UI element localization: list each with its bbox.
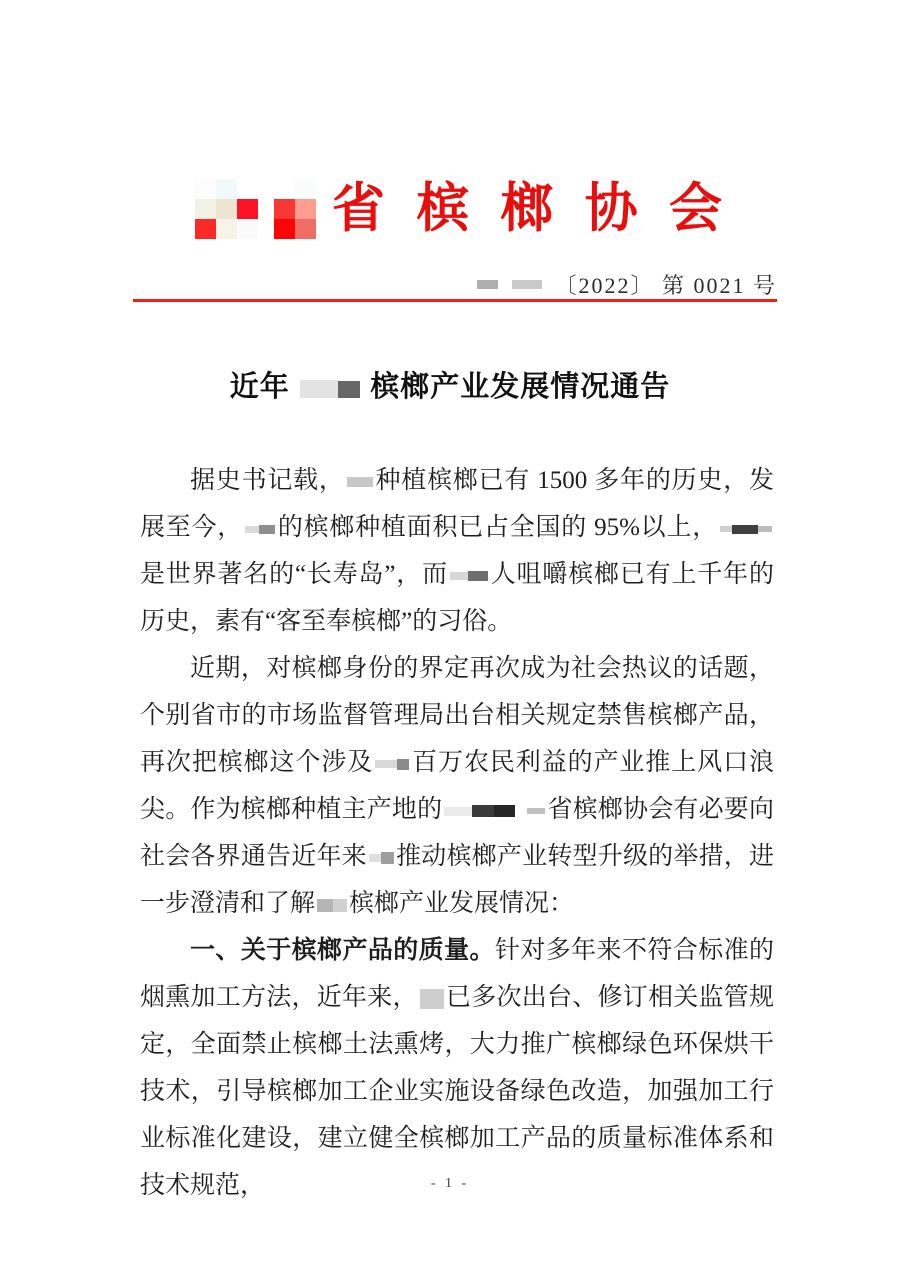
paragraph-text: 省槟榔协会有必要向社会各界通告近年来: [140, 796, 774, 870]
paragraph-text: 针对多年来不符合标准的烟熏加工方法，近年来，: [140, 937, 774, 1011]
paragraph-text: 近期，对槟榔身份的界定再次成为社会热议的话题，个别省市的市场监督管理局出台相关规定禁售槟榔产品，再次把槟榔这个涉及: [140, 655, 774, 776]
mosaic-cell: [274, 219, 295, 239]
inline-redaction: [245, 525, 275, 534]
redaction-block: [498, 280, 512, 289]
redaction-block: [420, 989, 444, 1009]
redaction-block: [338, 381, 360, 398]
paragraph-text: 种植槟榔已有 1500 多年的历史，发展至今，: [140, 467, 774, 541]
inline-redaction: [420, 989, 444, 1009]
redaction-block: [515, 805, 527, 817]
redaction-block: [477, 280, 498, 289]
paragraph-text: 人咀嚼槟榔已有上千年的历史，素有“客至奉槟榔”的习俗。: [140, 561, 774, 635]
document-body: [140, 457, 774, 1209]
document-title: [0, 364, 900, 405]
title-text-pre: 近年: [229, 371, 290, 403]
paragraph-text: 已多次出台、修订相关监管规定，全面禁止槟榔土法熏烤，大力推广槟榔绿色环保烘干技术，引导槟榔加工企业实施设备绿色改造，加强加工行业标准化建设，建立健全槟榔加工产品的质量标准体系和技术规范，: [140, 984, 774, 1199]
redaction-block: [333, 899, 347, 912]
redaction-block: [397, 759, 409, 770]
mosaic-cell: [274, 179, 295, 199]
inline-redaction: [720, 525, 772, 534]
redaction-block: [369, 854, 381, 862]
mosaic-cell: [295, 219, 316, 239]
paragraph-text: 百万农民利益的产业推上风口浪尖。作为槟榔种植主产地的: [140, 749, 774, 823]
redaction-block: [381, 852, 394, 864]
redaction-block: [468, 571, 488, 581]
paragraph-text: 是世界著名的“长寿岛”，而: [140, 561, 448, 588]
redaction-block: [347, 477, 373, 487]
inline-redaction: [444, 805, 545, 817]
paragraph-text: 推动槟榔产业转型升级的举措，进一步澄清和了解: [140, 843, 774, 917]
paragraph-text: 据史书记载，: [190, 467, 345, 494]
redaction-block: [245, 526, 259, 533]
mosaic-cell: [216, 199, 237, 219]
paragraph-text: 的槟榔种植面积已占全国的 95%以上，: [277, 514, 718, 541]
redaction-block: [512, 280, 542, 289]
redaction-block: [444, 807, 472, 816]
redaction-block: [450, 572, 468, 580]
doc-number-redaction: [477, 280, 542, 289]
title-redaction: [300, 380, 360, 398]
redaction-block: [472, 805, 494, 817]
redaction-block: [758, 526, 772, 532]
redaction-block: [375, 760, 397, 768]
mosaic-cell: [195, 199, 216, 219]
mosaic-cell: [195, 179, 216, 199]
redaction-block: [300, 380, 338, 398]
redaction-block: [732, 525, 758, 534]
mosaic-cell: [295, 179, 316, 199]
mosaic-cell: [295, 199, 316, 219]
page-number: - 1 -: [430, 1176, 470, 1191]
inline-redaction: [347, 477, 373, 487]
paragraph: [140, 645, 774, 927]
mosaic-cell: [216, 179, 237, 199]
mosaic-cell: [237, 199, 258, 219]
title-text-post: 槟榔产业发展情况通告: [370, 371, 671, 403]
redaction-block: [720, 526, 732, 532]
header-divider-line: [133, 299, 777, 302]
paragraph: [140, 457, 774, 645]
mosaic-cell: [274, 199, 295, 219]
redaction-block: [494, 805, 515, 817]
mosaic-cell: [216, 219, 237, 239]
org-name: 省 槟 榔 协 会: [332, 179, 731, 238]
paragraph-lead-bold: 一、关于槟榔产品的质量。: [190, 937, 495, 964]
redacted-province-mosaic-1: [195, 179, 258, 239]
inline-redaction: [317, 899, 347, 912]
inline-redaction: [369, 852, 394, 864]
redacted-province-mosaic-2: [274, 179, 316, 239]
paragraph: [140, 927, 774, 1209]
redaction-block: [527, 808, 545, 814]
mosaic-cell: [195, 219, 216, 239]
doc-number: 〔2022〕 第 0021 号: [554, 273, 777, 298]
doc-number-row: [475, 269, 777, 300]
inline-redaction: [450, 571, 488, 581]
mosaic-cell: [237, 179, 258, 199]
letterhead: [195, 174, 731, 244]
mosaic-cell: [237, 219, 258, 239]
page-footer: [0, 1176, 900, 1192]
paragraph-text: 槟榔产业发展情况：: [349, 890, 575, 917]
inline-redaction: [375, 759, 409, 770]
redaction-block: [259, 525, 275, 534]
redaction-block: [317, 899, 333, 912]
